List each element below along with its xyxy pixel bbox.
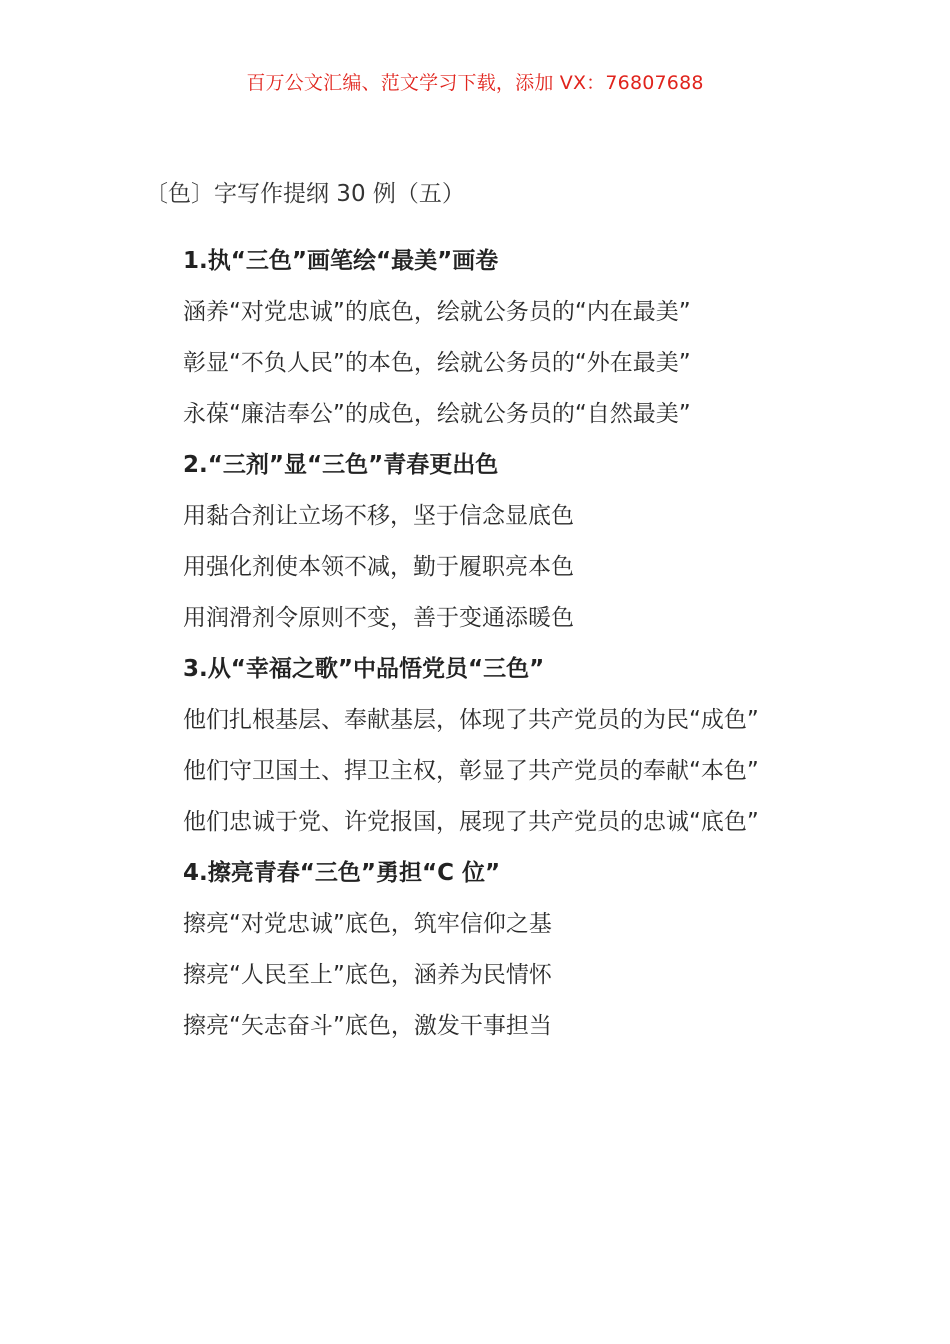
paragraph-line: 用黏合剂让立场不移，坚于信念显底色 — [183, 503, 574, 529]
document-body — [145, 236, 810, 1052]
paragraph-line: 擦亮“矢志奋斗”底色，激发干事担当 — [183, 1013, 552, 1039]
section-heading: 2.“三剂”显“三色”青春更出色 — [183, 452, 499, 478]
section-heading: 1.执“三色”画笔绘“最美”画卷 — [183, 248, 499, 274]
paragraph-line: 他们扎根基层、奉献基层，体现了共产党员的为民“成色” — [183, 707, 759, 733]
section-4 — [145, 848, 810, 1052]
paragraph-line: 永葆“廉洁奉公”的成色，绘就公务员的“自然最美” — [183, 401, 691, 427]
section-3 — [145, 644, 810, 848]
document-title: 〔色〕字写作提纲 30 例（五） — [145, 181, 465, 207]
section-1 — [145, 236, 810, 440]
header-note: 百万公文汇编、范文学习下载，添加 VX：76807688 — [246, 72, 704, 94]
paragraph-line: 他们守卫国土、捍卫主权，彰显了共产党员的奉献“本色” — [183, 758, 759, 784]
section-heading: 3.从“幸福之歌”中品悟党员“三色” — [183, 656, 545, 682]
paragraph-line: 擦亮“对党忠诚”底色，筑牢信仰之基 — [183, 911, 552, 937]
paragraph-line: 用润滑剂令原则不变，善于变通添暖色 — [183, 605, 574, 631]
section-2 — [145, 440, 810, 644]
paragraph-line: 擦亮“人民至上”底色，涵养为民情怀 — [183, 962, 552, 988]
paragraph-line: 用强化剂使本领不减，勤于履职亮本色 — [183, 554, 574, 580]
paragraph-line: 他们忠诚于党、许党报国，展现了共产党员的忠诚“底色” — [183, 809, 759, 835]
section-heading: 4.擦亮青春“三色”勇担“C 位” — [183, 860, 501, 886]
paragraph-line: 涵养“对党忠诚”的底色，绘就公务员的“内在最美” — [183, 299, 691, 325]
paragraph-line: 彰显“不负人民”的本色，绘就公务员的“外在最美” — [183, 350, 691, 376]
